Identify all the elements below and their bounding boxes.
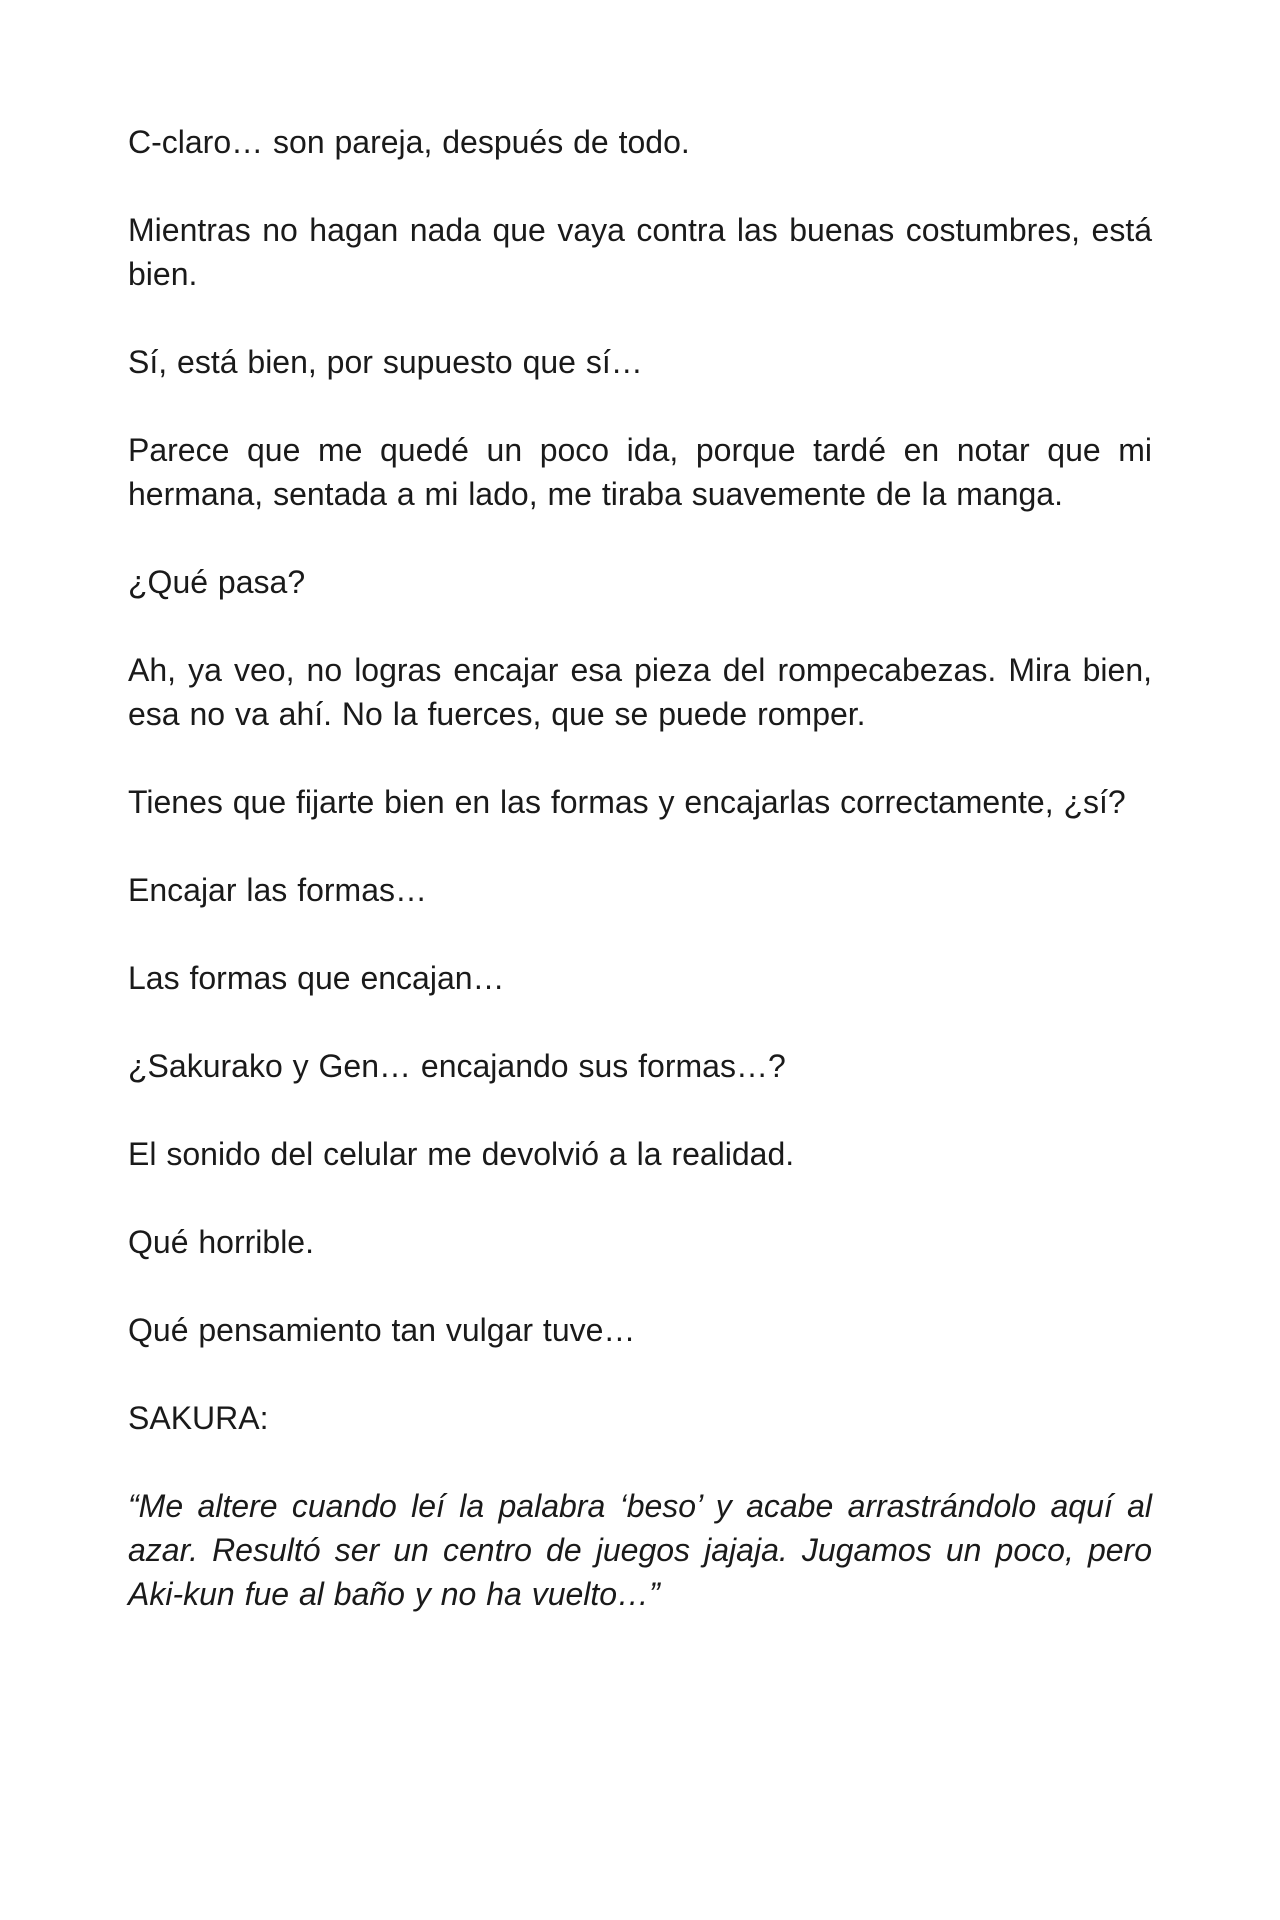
paragraph: Parece que me quedé un poco ida, porque tardé en notar que mi hermana, sentada a mi lado, me tiraba suavemente de la manga. — [128, 432, 1152, 512]
paragraph: Encajar las formas… — [128, 872, 427, 908]
paragraph: Qué horrible. — [128, 1224, 314, 1260]
paragraph: ¿Qué pasa? — [128, 564, 306, 600]
speaker-label: SAKURA: — [128, 1400, 269, 1436]
paragraph: El sonido del celular me devolvió a la realidad. — [128, 1136, 795, 1172]
document-page — [128, 120, 1152, 1660]
paragraph: C-claro… son pareja, después de todo. — [128, 124, 690, 160]
paragraph: Qué pensamiento tan vulgar tuve… — [128, 1312, 636, 1348]
paragraph: Tienes que fijarte bien en las formas y encajarlas correctamente, ¿sí? — [128, 784, 1126, 820]
paragraph: ¿Sakurako y Gen… encajando sus formas…? — [128, 1048, 786, 1084]
paragraph: Ah, ya veo, no logras encajar esa pieza del rompecabezas. Mira bien, esa no va ahí. No la fuerces, que se puede romper. — [128, 652, 1152, 732]
paragraph: Las formas que encajan… — [128, 960, 505, 996]
quoted-message: “Me altere cuando leí la palabra ‘beso’ y acabe arrastrándolo aquí al azar. Resultó ser un centro de juegos jajaja. Jugamos un poco, pero Aki-kun fue al baño y no ha vuelto…” — [128, 1488, 1152, 1612]
paragraph: Sí, está bien, por supuesto que sí… — [128, 344, 643, 380]
paragraph: Mientras no hagan nada que vaya contra las buenas costumbres, está bien. — [128, 212, 1152, 292]
